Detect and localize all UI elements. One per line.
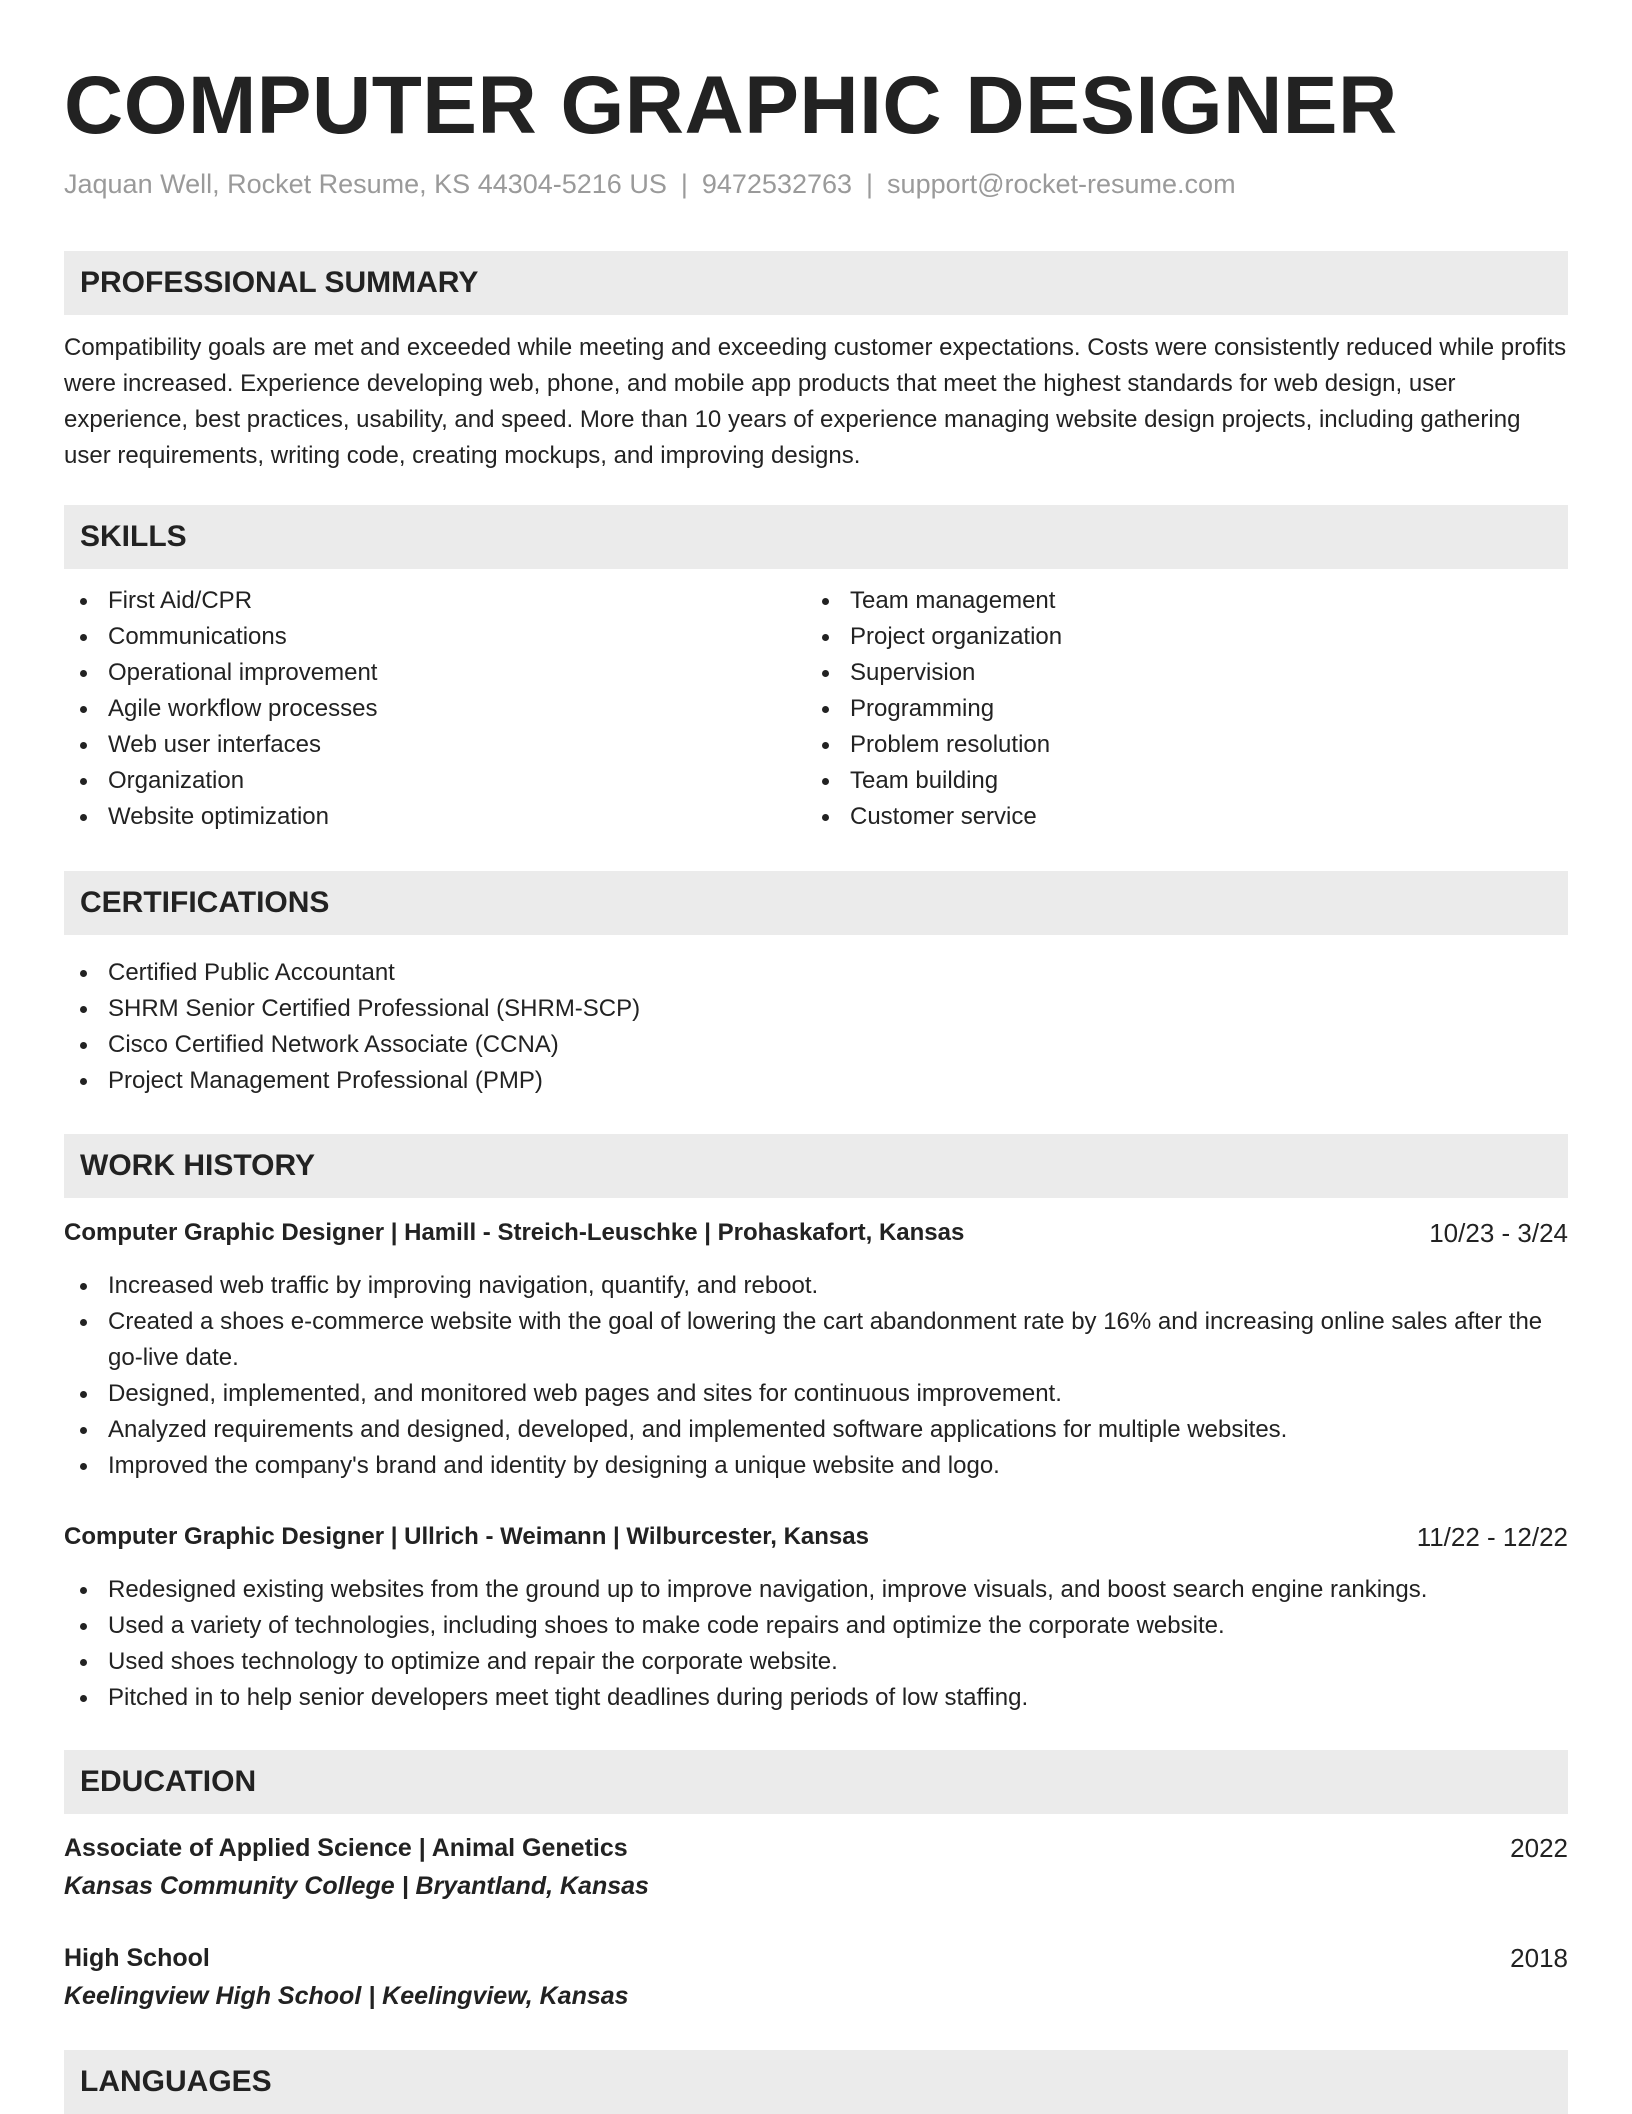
job-bullet: Created a shoes e-commerce website with the goal of lowering the cart abandonment rate by 16% and increasing online sales after the go-live date. bbox=[64, 1304, 1568, 1376]
job-bullet: Improved the company's brand and identity by designing a unique website and logo. bbox=[64, 1448, 1568, 1484]
certifications-section-header bbox=[64, 871, 1568, 935]
contact-line bbox=[64, 166, 1236, 202]
job-bullet: Designed, implemented, and monitored web pages and sites for continuous improvement. bbox=[64, 1376, 1568, 1412]
contact-separator: | bbox=[680, 169, 688, 199]
certification-item: Cisco Certified Network Associate (CCNA) bbox=[64, 1027, 1568, 1063]
education-year: 2018 bbox=[1510, 1943, 1568, 1973]
certification-item: SHRM Senior Certified Professional (SHRM-SCP) bbox=[64, 991, 1568, 1027]
resume-title: COMPUTER GRAPHIC DESIGNER bbox=[64, 60, 1398, 151]
skill-item: Supervision bbox=[806, 655, 1526, 691]
education-entry-header bbox=[64, 1830, 1568, 1866]
job-dates: 10/23 - 3/24 bbox=[1429, 1218, 1568, 1248]
education-school: Kansas Community College | Bryantland, Kansas bbox=[64, 1872, 649, 1900]
skill-item: Website optimization bbox=[64, 799, 784, 835]
languages-section-header bbox=[64, 2050, 1568, 2114]
job-title: Computer Graphic Designer | Hamill - Streich-Leuschke | Prohaskafort, Kansas bbox=[64, 1219, 965, 1246]
job-header bbox=[64, 1215, 1568, 1251]
job-bullets bbox=[64, 1268, 1568, 1484]
job-bullets bbox=[64, 1572, 1568, 1716]
job-bullet: Used a variety of technologies, including shoes to make code repairs and optimize the corporate website. bbox=[64, 1608, 1568, 1644]
work-heading: WORK HISTORY bbox=[80, 1149, 316, 1182]
contact-separator: | bbox=[866, 169, 874, 199]
skill-item: Programming bbox=[806, 691, 1526, 727]
job-bullet: Increased web traffic by improving navigation, quantify, and reboot. bbox=[64, 1268, 1568, 1304]
summary-heading: PROFESSIONAL SUMMARY bbox=[80, 266, 479, 299]
skill-item: Team management bbox=[806, 583, 1526, 619]
education-degree: High School bbox=[64, 1944, 210, 1972]
skill-item: Agile workflow processes bbox=[64, 691, 784, 727]
job-title: Computer Graphic Designer | Ullrich - Weimann | Wilburcester, Kansas bbox=[64, 1523, 869, 1550]
job-bullet: Pitched in to help senior developers meet tight deadlines during periods of low staffing. bbox=[64, 1680, 1568, 1716]
skill-item: First Aid/CPR bbox=[64, 583, 784, 619]
skills-heading: SKILLS bbox=[80, 520, 187, 553]
education-entry-header bbox=[64, 1940, 1568, 1976]
skill-item: Problem resolution bbox=[806, 727, 1526, 763]
education-school: Keelingview High School | Keelingview, Kansas bbox=[64, 1982, 629, 2010]
education-section-header bbox=[64, 1750, 1568, 1814]
education-heading: EDUCATION bbox=[80, 1765, 257, 1798]
work-section-header bbox=[64, 1134, 1568, 1198]
skills-list-left bbox=[64, 583, 784, 835]
skill-item: Operational improvement bbox=[64, 655, 784, 691]
certification-item: Certified Public Accountant bbox=[64, 955, 1568, 991]
languages-heading: LANGUAGES bbox=[80, 2065, 272, 2098]
skill-item: Web user interfaces bbox=[64, 727, 784, 763]
job-dates: 11/22 - 12/22 bbox=[1416, 1522, 1568, 1552]
certifications-heading: CERTIFICATIONS bbox=[80, 886, 330, 919]
education-year: 2022 bbox=[1510, 1833, 1568, 1863]
skills-section-header bbox=[64, 505, 1568, 569]
job-bullet: Redesigned existing websites from the ground up to improve navigation, improve visuals, and boost search engine rankings. bbox=[64, 1572, 1568, 1608]
contact-address: Jaquan Well, Rocket Resume, KS 44304-5216 US bbox=[64, 169, 667, 199]
summary-section-header bbox=[64, 251, 1568, 315]
skill-item: Communications bbox=[64, 619, 784, 655]
skills-list-right bbox=[806, 583, 1526, 835]
certifications-list bbox=[64, 955, 1568, 1099]
skill-item: Team building bbox=[806, 763, 1526, 799]
job-header bbox=[64, 1519, 1568, 1555]
skill-item: Customer service bbox=[806, 799, 1526, 835]
job-bullet: Used shoes technology to optimize and repair the corporate website. bbox=[64, 1644, 1568, 1680]
skill-item: Organization bbox=[64, 763, 784, 799]
summary-text: Compatibility goals are met and exceeded while meeting and exceeding customer expectations. Costs were consistently reduced while profits were increased. Experience developing web, phone, and mobile app products that meet the highest standards for web design, user experience, best practices, usability, and speed. More than 10 years of experience managing website design projects, including gathering user requirements, writing code, creating mockups, and improving designs. bbox=[64, 334, 1567, 469]
contact-email: support@rocket-resume.com bbox=[887, 169, 1236, 199]
job-bullet: Analyzed requirements and designed, developed, and implemented software applications for multiple websites. bbox=[64, 1412, 1568, 1448]
certification-item: Project Management Professional (PMP) bbox=[64, 1063, 1568, 1099]
education-degree: Associate of Applied Science | Animal Genetics bbox=[64, 1834, 628, 1862]
contact-phone: 9472532763 bbox=[701, 169, 853, 199]
skill-item: Project organization bbox=[806, 619, 1526, 655]
